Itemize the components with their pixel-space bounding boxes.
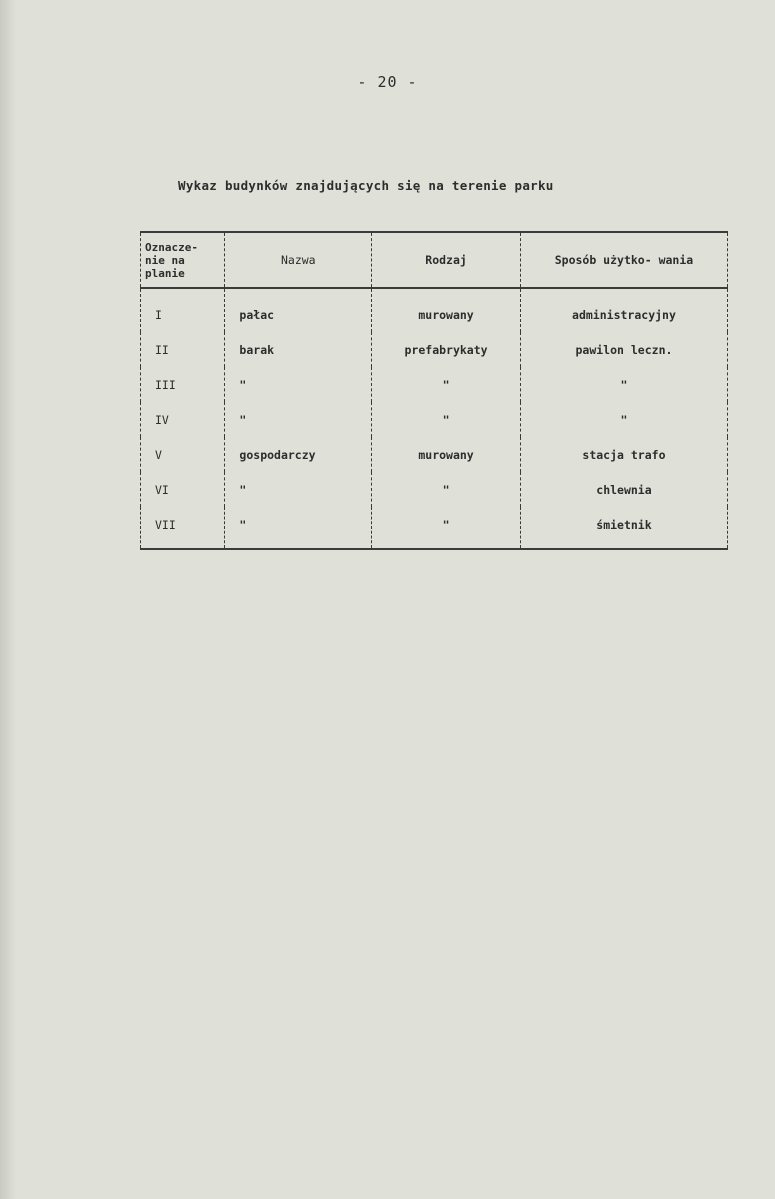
- header-name: Nazwa: [225, 232, 372, 288]
- table-row: [141, 367, 728, 402]
- cell-name: pałac: [225, 288, 372, 332]
- page-number: - 20 -: [357, 73, 418, 91]
- cell-designation: III: [141, 367, 225, 402]
- cell-use: śmietnik: [520, 507, 727, 549]
- cell-name: ": [225, 507, 372, 549]
- table-row: [141, 437, 728, 472]
- cell-type: murowany: [372, 288, 521, 332]
- cell-name: gospodarczy: [225, 437, 372, 472]
- cell-type: ": [372, 367, 521, 402]
- header-type: Rodzaj: [372, 232, 521, 288]
- table-row: [141, 288, 728, 332]
- header-use: Sposób użytko- wania: [520, 232, 727, 288]
- cell-use: administracyjny: [520, 288, 727, 332]
- cell-type: ": [372, 472, 521, 507]
- cell-type: ": [372, 507, 521, 549]
- cell-use: ": [520, 367, 727, 402]
- document-title: Wykaz budynków znajdujących się na terenie parku: [178, 178, 554, 193]
- cell-type: ": [372, 402, 521, 437]
- table-row: [141, 402, 728, 437]
- cell-designation: I: [141, 288, 225, 332]
- cell-designation: VI: [141, 472, 225, 507]
- cell-name: ": [225, 367, 372, 402]
- table-row: [141, 472, 728, 507]
- cell-name: ": [225, 402, 372, 437]
- cell-designation: VII: [141, 507, 225, 549]
- table-row: [141, 332, 728, 367]
- cell-use: pawilon leczn.: [520, 332, 727, 367]
- header-designation: Oznacze- nie na planie: [141, 232, 225, 288]
- cell-designation: II: [141, 332, 225, 367]
- buildings-table: [140, 231, 728, 550]
- cell-designation: IV: [141, 402, 225, 437]
- cell-use: stacja trafo: [520, 437, 727, 472]
- page-left-edge-shadow: [0, 0, 16, 1199]
- cell-designation: V: [141, 437, 225, 472]
- cell-use: chlewnia: [520, 472, 727, 507]
- table-row: [141, 507, 728, 549]
- cell-type: prefabrykaty: [372, 332, 521, 367]
- cell-name: barak: [225, 332, 372, 367]
- cell-use: ": [520, 402, 727, 437]
- table-header-row: [141, 232, 728, 288]
- cell-name: ": [225, 472, 372, 507]
- cell-type: murowany: [372, 437, 521, 472]
